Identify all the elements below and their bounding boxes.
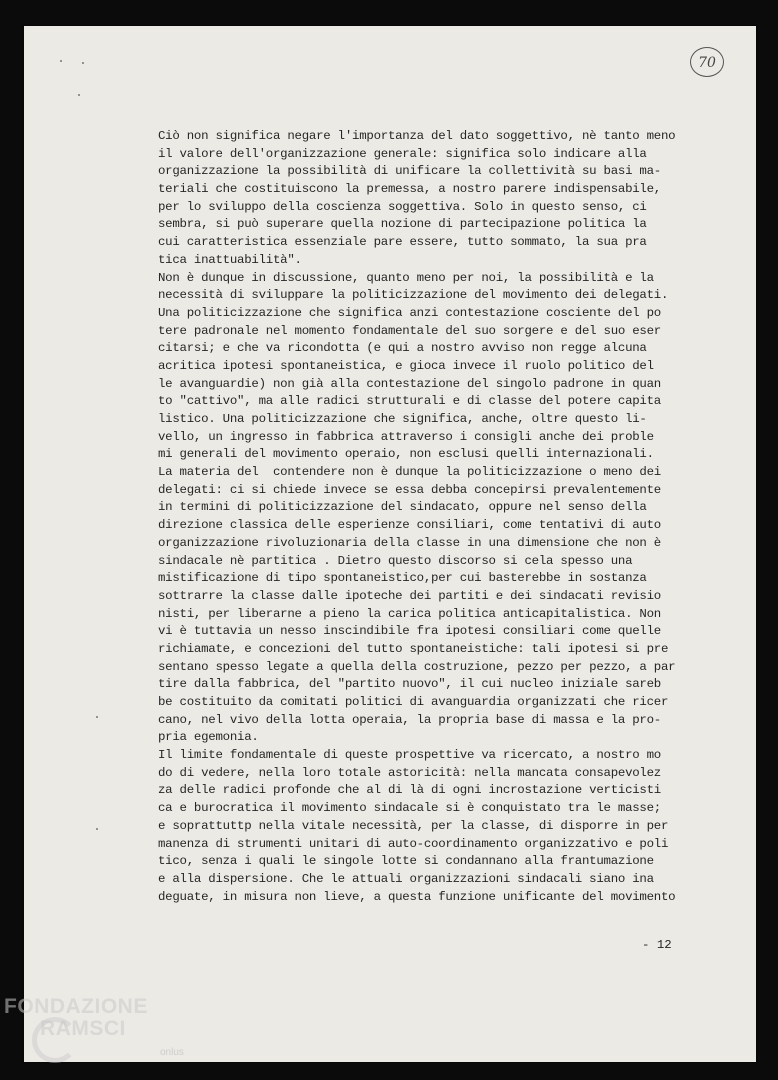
text-line: vello, un ingresso in fabbrica attraverso i consigli anche dei proble: [158, 429, 654, 444]
text-line: manenza di strumenti unitari di auto-coordinamento organizzativo e poli: [158, 836, 669, 851]
text-line: Non è dunque in discussione, quanto meno per noi, la possibilità e la: [158, 270, 654, 285]
text-line: vi è tuttavia un nesso inscindibile fra ipotesi consiliari come quelle: [158, 624, 661, 639]
text-line: za delle radici profonde che al di là di ogni incrostazione verticisti: [158, 783, 661, 798]
text-line: do di vedere, nella loro totale astoricità: nella mancata consapevolez: [158, 765, 661, 780]
paper-speck: [96, 716, 98, 718]
watermark-line2: RAMSCI: [40, 1017, 126, 1040]
paper-speck: [60, 60, 62, 62]
text-line: citarsi; e che va ricondotta (e qui a nostro avviso non regge alcuna: [158, 341, 647, 356]
text-line: delegati: ci si chiede invece se essa debba concepirsi prevalentemente: [158, 482, 661, 497]
text-line: sindacale nè partitica . Dietro questo discorso si cela spesso una: [158, 553, 633, 568]
paper-speck: [96, 828, 98, 830]
watermark-suffix: onlus: [160, 1047, 184, 1058]
text-line: ca e burocratica il movimento sindacale si è conquistato tra le masse;: [158, 801, 661, 816]
text-line: tere padronale nel momento fondamentale del suo sorgere e del suo eser: [158, 323, 661, 338]
archive-page-mark: 70: [690, 47, 724, 77]
paper-speck: [82, 62, 84, 64]
text-line: sottrarre la classe dalle ipoteche dei partiti e dei sindacati revisio: [158, 588, 661, 603]
text-line: to "cattivo", ma alle radici strutturali e di classe del potere capita: [158, 394, 661, 409]
text-line: sentano spesso legate a quella della costruzione, pezzo per pezzo, a par: [158, 659, 676, 674]
text-line: organizzazione la possibilità di unificare la collettività su basi ma-: [158, 164, 661, 179]
text-line: in termini di politicizzazione del sindacato, oppure nel senso della: [158, 500, 647, 515]
text-line: sembra, si può superare quella nozione di partecipazione politica la: [158, 217, 647, 232]
text-line: e soprattuttp nella vitale necessità, per la classe, di disporre in per: [158, 818, 669, 833]
text-line: necessità di sviluppare la politicizzazione del movimento dei delegati.: [158, 288, 669, 303]
text-line: richiamate, e concezioni del tutto spontaneistiche: tali ipotesi si pre: [158, 641, 669, 656]
text-line: teriali che costituiscono la premessa, a nostro parere indispensabile,: [158, 182, 661, 197]
fondazione-gramsci-watermark: [4, 995, 204, 1075]
text-line: pria egemonia.: [158, 730, 259, 745]
text-line: listico. Una politicizzazione che significa, anche, oltre questo li-: [158, 412, 647, 426]
text-line: Una politicizzazione che significa anzi contestazione cosciente del po: [158, 305, 661, 320]
text-line: La materia del contendere non è dunque la politicizzazione o meno dei: [158, 465, 661, 480]
text-line: Ciò non significa negare l'importanza del dato soggettivo, nè tanto meno: [158, 129, 676, 143]
text-line: tico, senza i quali le singole lotte si condannano alla frantumazione: [158, 854, 654, 869]
text-line: nisti, per liberarne a pieno la carica politica anticapitalistica. Non: [158, 606, 661, 621]
text-line: tica inattuabilità".: [158, 252, 302, 267]
text-line: direzione classica delle esperienze consiliari, come tentativi di auto: [158, 518, 661, 533]
text-line: mi generali del movimento operaio, non esclusi quelli internazionali.: [158, 447, 654, 462]
text-line: tire dalla fabbrica, del "partito nuovo", il cui nucleo iniziale sareb: [158, 677, 661, 692]
typewritten-body: [158, 128, 708, 906]
text-line: cui caratteristica essenziale pare essere, tutto sommato, la sua pra: [158, 235, 647, 250]
text-line: organizzazione rivoluzionaria della classe in una dimensione che non è: [158, 535, 661, 550]
text-line: il valore dell'organizzazione generale: significa solo indicare alla: [158, 146, 647, 161]
text-line: acritica ipotesi spontaneistica, e gioca invece il ruolo politico del: [158, 358, 654, 373]
text-line: cano, nel vivo della lotta operaia, la propria base di massa e la pro-: [158, 712, 661, 727]
text-line: e alla dispersione. Che le attuali organizzazioni sindacali siano ina: [158, 871, 654, 886]
text-line: per lo sviluppo della coscienza soggettiva. Solo in questo senso, ci: [158, 199, 647, 214]
paper-speck: [78, 94, 80, 96]
text-line: be costituito da comitati politici di avanguardia organizzati che ricer: [158, 695, 669, 709]
text-line: mistificazione di tipo spontaneistico,per cui basterebbe in sostanza: [158, 571, 647, 586]
text-line: deguate, in misura non lieve, a questa funzione unificante del movimento: [158, 889, 676, 904]
watermark-line1: FONDAZIONE: [4, 995, 148, 1018]
text-line: le avanguardie) non già alla contestazione del singolo padrone in quan: [158, 376, 661, 391]
page-number: - 12: [642, 938, 672, 952]
text-line: Il limite fondamentale di queste prospettive va ricercato, a nostro mo: [158, 748, 661, 763]
